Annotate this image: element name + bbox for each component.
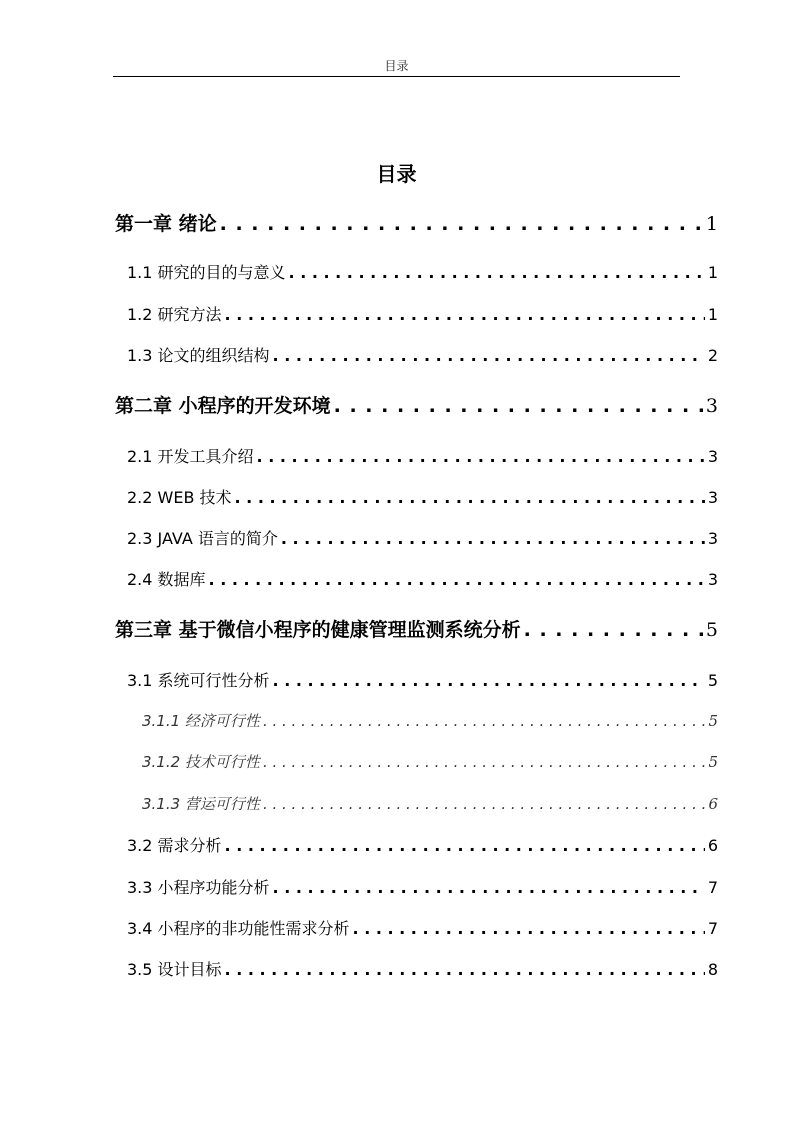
toc-page-number: 8 (707, 960, 718, 979)
toc-entry-3-1[interactable] (127, 670, 718, 692)
toc-entry-label: 3.1 系统可行性分析 (127, 671, 270, 690)
toc-entry-label: 2.4 数据库 (127, 570, 206, 589)
toc-entry-2-1[interactable] (127, 446, 718, 468)
toc-entry-label: 2.2 WEB 技术 (127, 488, 232, 507)
toc-entry-2-4[interactable] (127, 569, 718, 591)
toc-dot-leader (220, 211, 703, 237)
toc-entry-3-5[interactable] (127, 959, 718, 981)
toc-entry-chapter-1[interactable] (115, 211, 718, 237)
toc-entry-2-3[interactable] (127, 528, 718, 550)
toc-page-number: 5 (708, 712, 718, 730)
toc-dot-leader (273, 670, 705, 692)
toc-entry-label: 3.3 小程序功能分析 (127, 878, 270, 897)
toc-entry-label: 第三章 基于微信小程序的健康管理监测系统分析 (115, 619, 521, 641)
toc-dot-leader (209, 569, 705, 591)
toc-dot-leader (334, 393, 703, 419)
toc-entry-chapter-3[interactable] (115, 617, 718, 643)
toc-entry-label: 第一章 绪论 (115, 213, 217, 235)
toc-page-number: 5 (707, 671, 718, 690)
toc-entry-3-3[interactable] (127, 877, 718, 899)
toc-title: 目录 (376, 162, 417, 186)
toc-dot-leader (281, 528, 705, 550)
toc-dot-leader (225, 835, 705, 857)
running-header: 目录 (384, 59, 409, 73)
toc-entry-label: 2.3 JAVA 语言的简介 (127, 529, 278, 548)
toc-entry-label: 3.4 小程序的非功能性需求分析 (127, 919, 350, 938)
toc-entry-2-2[interactable] (127, 487, 718, 509)
toc-page-number: 1 (707, 263, 718, 282)
toc-page-number: 3 (707, 570, 718, 589)
toc-page-number: 3 (707, 447, 718, 466)
toc-entry-3-1-3[interactable] (142, 794, 718, 814)
toc-page-number: 3 (707, 488, 718, 507)
toc-entry-label: 3.2 需求分析 (127, 836, 222, 855)
toc-entry-1-2[interactable] (127, 304, 718, 326)
toc-dot-leader (263, 752, 706, 772)
toc-page-number: 7 (707, 919, 718, 938)
toc-dot-leader (263, 794, 706, 814)
toc-dot-leader (235, 487, 705, 509)
toc-entry-label: 3.5 设计目标 (127, 960, 222, 979)
toc-page-number: 6 (707, 836, 718, 855)
toc-dot-leader (225, 304, 705, 326)
toc-entry-label: 第二章 小程序的开发环境 (115, 395, 331, 417)
toc-dot-leader (289, 262, 705, 284)
toc-entry-3-1-1[interactable] (142, 711, 718, 731)
toc-page-number: 2 (707, 346, 718, 365)
toc-page-number: 6 (708, 795, 718, 813)
toc-page-number: 1 (707, 305, 718, 324)
toc-dot-leader (273, 877, 705, 899)
toc-dot-leader (225, 959, 705, 981)
toc-entry-label: 1.3 论文的组织结构 (127, 346, 270, 365)
toc-dot-leader (353, 918, 705, 940)
toc-entry-1-3[interactable] (127, 345, 718, 367)
toc-dot-leader (257, 446, 705, 468)
toc-entry-label: 1.2 研究方法 (127, 305, 222, 324)
toc-page-number: 3 (705, 395, 718, 417)
toc-entry-label: 3.1.3 营运可行性 (142, 795, 260, 813)
toc-entry-3-2[interactable] (127, 835, 718, 857)
toc-entry-label: 2.1 开发工具介绍 (127, 447, 254, 466)
toc-page-number: 3 (707, 529, 718, 548)
toc-entry-chapter-2[interactable] (115, 393, 718, 419)
toc-entry-label: 3.1.1 经济可行性 (142, 712, 260, 730)
toc-page-number: 7 (707, 878, 718, 897)
toc-entry-label: 1.1 研究的目的与意义 (127, 263, 286, 282)
toc-dot-leader (273, 345, 705, 367)
toc-dot-leader (524, 617, 703, 643)
toc-entry-3-1-2[interactable] (142, 752, 718, 772)
toc-entry-1-1[interactable] (127, 262, 718, 284)
toc-page-number: 1 (705, 213, 718, 235)
toc-dot-leader (263, 711, 706, 731)
toc-page-number: 5 (708, 753, 718, 771)
toc-entry-label: 3.1.2 技术可行性 (142, 753, 260, 771)
toc-page-number: 5 (705, 619, 718, 641)
toc-entry-3-4[interactable] (127, 918, 718, 940)
